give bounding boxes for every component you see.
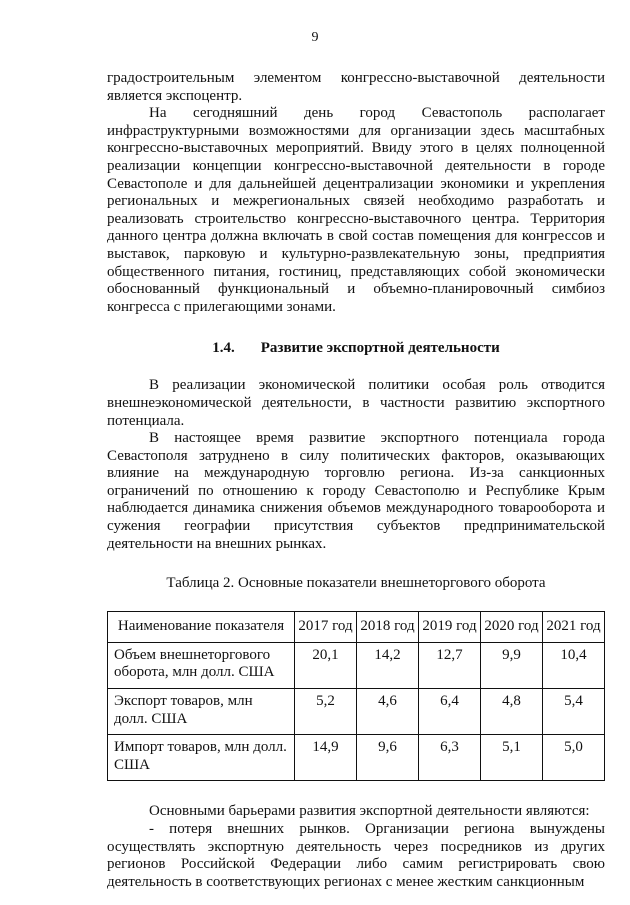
cell-value: 4,6 <box>357 689 419 735</box>
document-body <box>107 70 605 891</box>
cell-value: 10,4 <box>543 642 605 688</box>
cell-value: 4,8 <box>481 689 543 735</box>
row-name: Объем внешнеторгового оборота, млн долл. США <box>108 642 295 688</box>
cell-value: 12,7 <box>419 642 481 688</box>
cell-value: 20,1 <box>295 642 357 688</box>
table-header-row <box>108 612 605 643</box>
header-2021: 2021 год <box>543 612 605 643</box>
cell-value: 6,3 <box>419 735 481 781</box>
table-row <box>108 642 605 688</box>
row-name: Экспорт товаров, млн долл. США <box>108 689 295 735</box>
trade-indicators-table <box>107 611 605 781</box>
paragraph-continuation: градостроительным элементом конгрессно-выставочной деятельности является экспоцентр. <box>107 70 605 104</box>
paragraph-congress-center: На сегодняшний день город Севастополь располагает инфраструктурными возможностями для организации здесь масштабных конгрессно-выставочных мероприятий. Ввиду этого в целях полноценной реализации концепции конгрессно-выставочной деятельности в городе Севастополе и для дальнейшей децентрализации экономики и укрепления региональных и межрегиональных связей необходимо разработать и реализовать строительство конгрессно-выставочного центра. Территория данного центра должна включать в свой состав помещения для конгрессов и выставок, парковую и культурно-развлекательную зоны, предприятия общественного питания, гостиниц, представляющих собой экономически обоснованный функциональный и объемно-планировочный симбиоз конгресса с прилегающими зонами. <box>107 105 605 315</box>
header-2020: 2020 год <box>481 612 543 643</box>
cell-value: 14,9 <box>295 735 357 781</box>
section-heading <box>107 340 605 357</box>
cell-value: 9,6 <box>357 735 419 781</box>
paragraph-barrier-markets: - потеря внешних рынков. Организации региона вынуждены осуществлять экспортную деятельность через посредников из других регионов Российской Федерации либо самим регистрировать свою деятельность в соответствующих регионах с менее жестким санкционным <box>107 821 605 890</box>
header-indicator: Наименование показателя <box>108 612 295 643</box>
cell-value: 5,4 <box>543 689 605 735</box>
paragraph-export-potential: В настоящее время развитие экспортного потенциала города Севастополя затруднено в силу политических факторов, оказывающих влияние на международную торговлю региона. Из-за санкционных ограничений по отношению к городу Севастополю и Республике Крым наблюдается динамика снижения объемов международного товарооборота и сужения географии присутствия субъектов предпринимательской деятельности на внешних рынках. <box>107 430 605 552</box>
section-number: 1.4. <box>212 340 235 357</box>
paragraph-barriers-intro: Основными барьерами развития экспортной деятельности являются: <box>149 803 590 820</box>
header-2019: 2019 год <box>419 612 481 643</box>
page-number: 9 <box>311 30 319 45</box>
cell-value: 5,2 <box>295 689 357 735</box>
table-row <box>108 689 605 735</box>
header-2018: 2018 год <box>357 612 419 643</box>
row-name: Импорт товаров, млн долл. США <box>108 735 295 781</box>
header-2017: 2017 год <box>295 612 357 643</box>
cell-value: 9,9 <box>481 642 543 688</box>
cell-value: 6,4 <box>419 689 481 735</box>
table-caption: Таблица 2. Основные показатели внешнеторгового оборота <box>166 575 546 592</box>
cell-value: 14,2 <box>357 642 419 688</box>
cell-value: 5,1 <box>481 735 543 781</box>
cell-value: 5,0 <box>543 735 605 781</box>
paragraph-export-policy: В реализации экономической политики особая роль отводится внешнеэкономической деятельности, в частности развитию экспортного потенциала. <box>107 377 605 429</box>
section-title: Развитие экспортной деятельности <box>260 340 500 357</box>
table-row <box>108 735 605 781</box>
